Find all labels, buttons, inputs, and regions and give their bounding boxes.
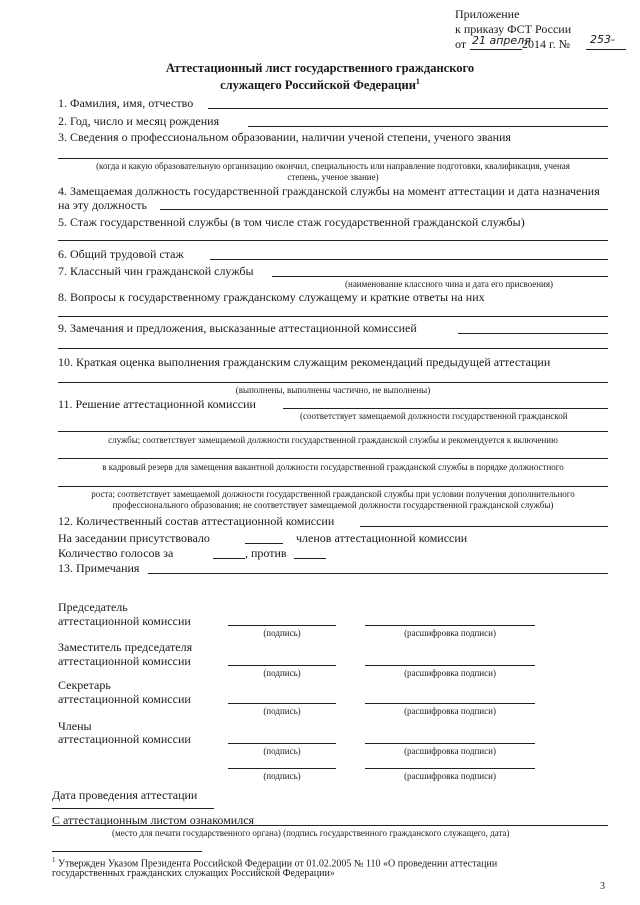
field-11-hint-4: роста; соответствует замещаемой должности государственной гражданской службы при условии получения дополнительного bbox=[91, 489, 575, 499]
appendix-prefix: от bbox=[455, 37, 467, 51]
footnote-separator bbox=[52, 851, 202, 852]
field-5-line bbox=[58, 240, 608, 241]
secretary-name-line bbox=[365, 703, 535, 704]
page-number: 3 bbox=[600, 881, 605, 892]
members-label-2: аттестационной комиссии bbox=[58, 732, 191, 746]
field-12-votes-against-line bbox=[294, 558, 326, 559]
members-label-1: Члены bbox=[58, 719, 92, 733]
deputy-label-1: Заместитель председателя bbox=[58, 640, 193, 654]
field-7-hint: (наименование классного чина и дата его присвоения) bbox=[345, 279, 554, 289]
acquainted-line bbox=[52, 825, 608, 826]
appendix-year-no: 2014 г. № bbox=[522, 37, 571, 51]
field-11-hint-1: (соответствует замещаемой должности государственной гражданской bbox=[300, 411, 568, 421]
member-2-signature-caption: (подпись) bbox=[263, 771, 301, 781]
field-3-line bbox=[58, 158, 608, 159]
field-9-label: 9. Замечания и предложения, высказанные аттестационной комиссией bbox=[58, 321, 417, 335]
field-10-label: 10. Краткая оценка выполнения гражданским служащим рекомендаций предыдущей аттестации bbox=[58, 355, 551, 369]
field-11-hint-5: профессионального образования; не соответствует замещаемой должности государственной гражданской службы) bbox=[112, 500, 554, 510]
secretary-signature-line bbox=[228, 703, 336, 704]
member-1-signature-caption: (подпись) bbox=[263, 746, 301, 756]
chairman-label-2: аттестационной комиссии bbox=[58, 614, 191, 628]
field-4-label-2: на эту должность bbox=[58, 198, 147, 212]
field-2-label: 2. Год, число и месяц рождения bbox=[58, 114, 220, 128]
field-12-votes-2: , против bbox=[245, 546, 287, 560]
acquainted-hint: (место для печати государственного органа) (подпись государственного гражданского служащего, дата) bbox=[112, 828, 510, 838]
deputy-label-2: аттестационной комиссии bbox=[58, 654, 191, 668]
field-9-line-1 bbox=[458, 333, 608, 334]
field-10-line bbox=[58, 382, 608, 383]
field-11-hint-2: службы; соответствует замещаемой должности государственной гражданской службы и рекомендуется к включению bbox=[108, 435, 558, 445]
document-title-line-1: Аттестационный лист государственного гражданского bbox=[165, 61, 475, 75]
field-3-hint-2: степень, ученое звание) bbox=[287, 172, 379, 182]
field-12-label: 12. Количественный состав аттестационной комиссии bbox=[58, 514, 335, 528]
footnote-text-1: Утвержден Указом Президента Российской Федерации от 01.02.2005 № 110 «О проведении аттестации bbox=[58, 858, 498, 870]
field-8-line bbox=[58, 316, 608, 317]
member-2-name-line bbox=[365, 768, 535, 769]
field-7-label: 7. Классный чин гражданской службы bbox=[58, 264, 254, 278]
title-footnote-mark: 1 bbox=[415, 77, 420, 86]
appendix-date-handwritten: 21 апреля bbox=[472, 34, 531, 47]
field-3-label: 3. Сведения о профессиональном образовании, наличии ученой степени, ученого звания bbox=[58, 130, 511, 144]
deputy-signature-caption: (подпись) bbox=[263, 668, 301, 678]
field-8-label: 8. Вопросы к государственному гражданскому служащему и краткие ответы на них bbox=[58, 290, 485, 304]
field-3-hint-1: (когда и какую образовательную организацию окончил, специальность или направление подготовки, квалификация, ученая bbox=[96, 161, 570, 171]
secretary-label-1: Секретарь bbox=[58, 678, 111, 692]
field-11-line-2 bbox=[58, 431, 608, 432]
chairman-signature-line bbox=[228, 625, 336, 626]
deputy-signature-line bbox=[228, 665, 336, 666]
acquainted-label: С аттестационным листом ознакомился bbox=[52, 813, 255, 827]
field-11-line-3 bbox=[58, 458, 608, 459]
member-2-signature-line bbox=[228, 768, 336, 769]
member-1-name-line bbox=[365, 743, 535, 744]
field-6-label: 6. Общий трудовой стаж bbox=[58, 247, 184, 261]
member-1-name-caption: (расшифровка подписи) bbox=[404, 746, 496, 756]
secretary-name-caption: (расшифровка подписи) bbox=[404, 706, 496, 716]
field-9-line-2 bbox=[58, 348, 608, 349]
field-4-label-1: 4. Замещаемая должность государственной гражданской службы на момент аттестации и дата назначения bbox=[58, 184, 600, 198]
appendix-line-1: Приложение bbox=[455, 7, 520, 21]
field-12-present-count-line bbox=[245, 543, 283, 544]
appendix-number-handwritten: 253- bbox=[590, 33, 615, 46]
field-6-line bbox=[210, 259, 608, 260]
appendix-line-2: к приказу ФСТ России bbox=[455, 22, 572, 36]
member-2-name-caption: (расшифровка подписи) bbox=[404, 771, 496, 781]
secretary-label-2: аттестационной комиссии bbox=[58, 692, 191, 706]
footnote-mark: 1 bbox=[52, 856, 56, 864]
field-12-present-2: членов аттестационной комиссии bbox=[296, 531, 468, 545]
field-11-line-1 bbox=[283, 408, 608, 409]
chairman-signature-caption: (подпись) bbox=[263, 628, 301, 638]
attestation-date-label: Дата проведения аттестации bbox=[52, 788, 198, 802]
field-13-label: 13. Примечания bbox=[58, 561, 140, 575]
field-10-hint: (выполнены, выполнены частично, не выполнены) bbox=[235, 385, 431, 395]
field-12-votes-1: Количество голосов за bbox=[58, 546, 174, 560]
attestation-date-line bbox=[52, 808, 214, 809]
field-1-label: 1. Фамилия, имя, отчество bbox=[58, 96, 194, 110]
chairman-label-1: Председатель bbox=[58, 600, 128, 614]
deputy-name-line bbox=[365, 665, 535, 666]
appendix-date-line bbox=[470, 49, 522, 50]
field-12-line bbox=[360, 526, 608, 527]
field-2-line bbox=[248, 126, 608, 127]
field-5-label: 5. Стаж государственной службы (в том числе стаж государственной гражданской службы) bbox=[58, 215, 525, 229]
appendix-number-line bbox=[586, 49, 626, 50]
field-11-line-4 bbox=[58, 486, 608, 487]
document-title-text: служащего Российской Федерации bbox=[220, 78, 416, 93]
field-12-votes-for-line bbox=[213, 558, 245, 559]
member-1-signature-line bbox=[228, 743, 336, 744]
secretary-signature-caption: (подпись) bbox=[263, 706, 301, 716]
field-11-label: 11. Решение аттестационной комиссии bbox=[58, 397, 256, 411]
field-13-line bbox=[148, 573, 608, 574]
chairman-name-caption: (расшифровка подписи) bbox=[404, 628, 496, 638]
field-12-present-1: На заседании присутствовало bbox=[58, 531, 210, 545]
footnote-line-2: государственных гражданских служащих Российской Федерации» bbox=[52, 868, 335, 879]
field-11-hint-3: в кадровый резерв для замещения вакантной должности государственной гражданской службы в порядке должностного bbox=[102, 462, 564, 472]
document-title-line-2 bbox=[0, 78, 640, 92]
chairman-name-line bbox=[365, 625, 535, 626]
field-1-line bbox=[208, 108, 608, 109]
field-4-line bbox=[160, 209, 608, 210]
deputy-name-caption: (расшифровка подписи) bbox=[404, 668, 496, 678]
field-7-line bbox=[272, 276, 608, 277]
